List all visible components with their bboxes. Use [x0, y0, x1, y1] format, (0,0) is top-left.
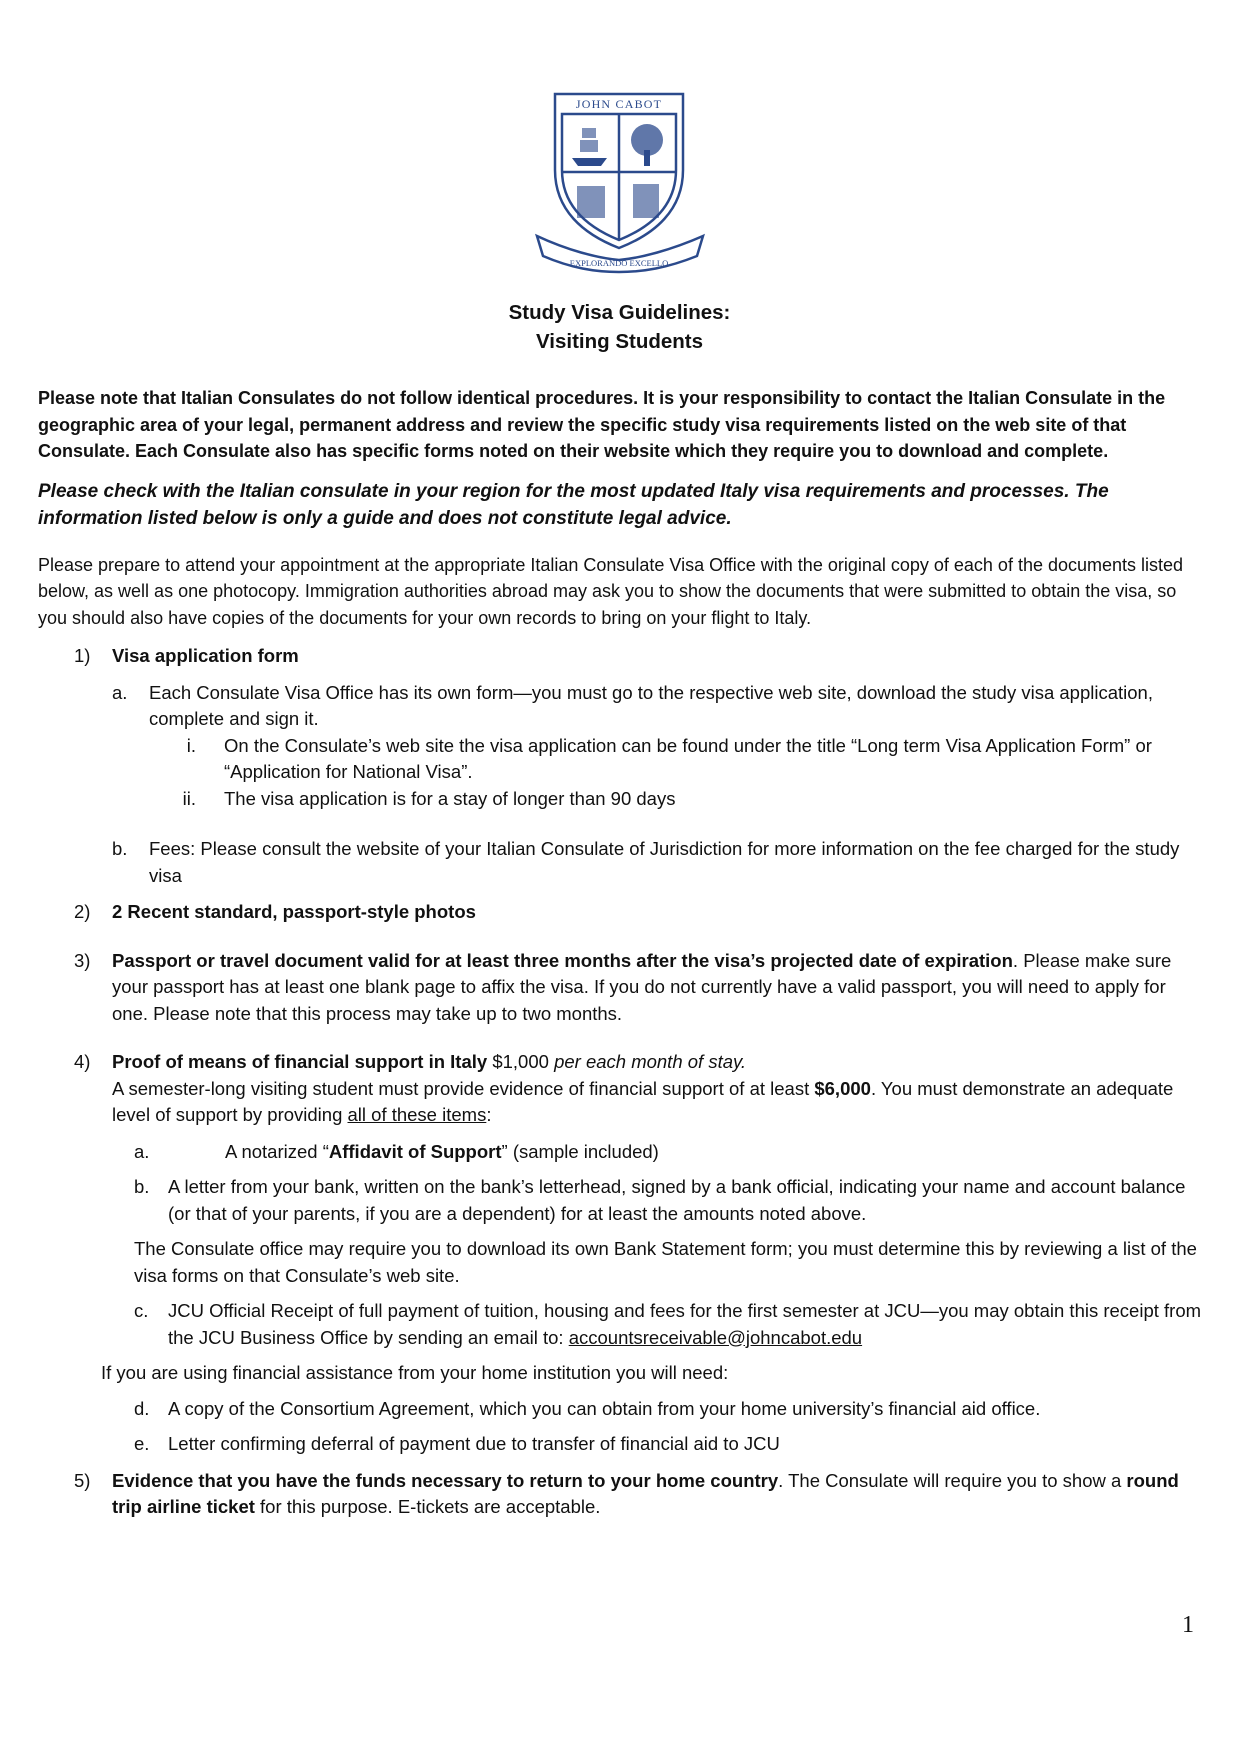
sub-item-1a-i: [38, 733, 1203, 786]
page-number: 1: [1182, 1612, 1194, 1638]
item-text-post: . You must demonstrate an adequate level of support by providing: [112, 1077, 1174, 1125]
list-item-3: [38, 948, 1203, 1028]
bank-statement-note: The Consulate office may require you to download its own Bank Statement form; you must determine this by reviewing a list of the visa forms on that Consulate’s web site.: [134, 1238, 1197, 1286]
item-number: 4): [74, 1051, 91, 1072]
roman-text: On the Consulate’s web site the visa application can be found under the title “Long term Visa Application Form” or “Application for National Visa”.: [224, 734, 1152, 782]
sub-letter: e.: [134, 1433, 150, 1454]
sub-letter: c.: [134, 1300, 149, 1321]
item-text-end: for this purpose. E-tickets are acceptable.: [254, 1496, 601, 1517]
item-bold-text: round trip airline ticket: [112, 1469, 1179, 1517]
sub-text: JCU Official Receipt of full payment of tuition, housing and fees for the first semester at JCU—you may obtain this receipt from the JCU Business Office by sending an email to:: [168, 1300, 1202, 1348]
list-item-2: [38, 899, 1203, 926]
item-title: Passport or travel document valid for at least three months after the visa’s projected date of expiration: [112, 949, 1013, 971]
notice-paragraph: Please note that Italian Consulates do not follow identical procedures. It is your responsibility to contact the Italian Consulate in the geographic area of your legal, permanent address and review the specific study visa requirements listed on the web site of that Consulate. Each Consulate also has specific forms noted on their website which they require you to download and complete.: [38, 388, 1166, 461]
sub-item-4d: [38, 1396, 1203, 1423]
page-title: [0, 298, 1239, 356]
item-title: Visa application form: [112, 645, 299, 666]
sub-letter: a.: [134, 1140, 150, 1162]
financial-assistance-note: If you are using financial assistance from your home institution you will need:: [101, 1362, 729, 1383]
logo-top-text: JOHN CABOT: [575, 97, 663, 111]
affidavit-label: Affidavit of Support: [328, 1140, 502, 1162]
item-per-month: per each month of stay.: [554, 1051, 747, 1072]
sub-text: A copy of the Consortium Agreement, which you can obtain from your home university’s financial aid office.: [168, 1397, 1041, 1419]
sub-text: Each Consulate Visa Office has its own form—you must go to the respective web site, download the study visa application, complete and sign it.: [149, 681, 1153, 729]
sub-item-4b: [38, 1174, 1203, 1227]
sub-item-4a: [38, 1139, 1203, 1166]
sub-letter: b.: [112, 838, 128, 859]
logo-motto-text: EXPLORANDO EXCELLO: [569, 258, 669, 268]
sub-letter: b.: [134, 1176, 150, 1197]
all-items-link: all of these items: [347, 1104, 487, 1125]
sub-text: A letter from your bank, written on the bank’s letterhead, signed by a bank official, indicating your name and account balance (or that of your parents, if you are a dependent) for at least the amounts noted above.: [168, 1176, 1186, 1224]
item-text: . Please make sure your passport has at least one blank page to affix the visa. If you do not currently have a valid passport, you will need to apply for one. Please note that this process may take up to two months.: [112, 949, 1172, 1024]
roman-letter: i.: [186, 734, 196, 756]
intro-paragraph: Please prepare to attend your appointment at the appropriate Italian Consulate Visa Office with the original copy of each of the documents listed below, as well as one photocopy. Immigration authorities abroad may ask you to show the documents that were submitted to obtain the visa, so you should also have copies of the documents for your own records to bring on your flight to Italy.: [38, 554, 1184, 628]
list-item-4: [38, 1049, 1203, 1129]
document-body: [38, 385, 1203, 1521]
sub-item-1a-ii: [38, 786, 1203, 813]
sub-letter: a.: [112, 681, 128, 703]
item-text: . The Consulate will require you to show a: [778, 1469, 1127, 1491]
item-text-end: :: [486, 1104, 492, 1125]
title-line-2: Visiting Students: [535, 330, 704, 353]
item-title: Evidence that you have the funds necessary to return to your home country: [112, 1469, 779, 1491]
sub-item-1a: [38, 680, 1203, 733]
item-title: Proof of means of financial support in Italy: [112, 1051, 488, 1072]
disclaimer-paragraph: Please check with the Italian consulate in your region for the most updated Italy visa requirements and processes. The information listed below is only a guide and does not constitute legal advice.: [38, 480, 1109, 529]
item-number: 3): [74, 949, 91, 971]
item-number: 2): [74, 901, 91, 922]
list-item-1: [38, 643, 1203, 670]
email-link[interactable]: accountsreceivable@johncabot.edu: [568, 1326, 863, 1348]
item-text-pre: A semester-long visiting student must provide evidence of financial support of at least: [112, 1077, 815, 1099]
item-amount: $1,000: [487, 1051, 555, 1072]
john-cabot-crest-logo: [527, 88, 713, 274]
item-title: 2 Recent standard, passport-style photos: [112, 901, 476, 922]
sub-text-post: ” (sample included): [501, 1140, 659, 1162]
item-number: 1): [74, 645, 91, 666]
title-line-1: Study Visa Guidelines:: [508, 301, 731, 324]
item-number: 5): [74, 1469, 91, 1491]
sub-text-pre: A notarized “: [225, 1140, 329, 1162]
sub-text: Letter confirming deferral of payment due to transfer of financial aid to JCU: [168, 1433, 780, 1454]
item-total-amount: $6,000: [814, 1077, 871, 1099]
roman-letter: ii.: [182, 787, 196, 809]
sub-item-4c: [38, 1298, 1203, 1351]
sub-letter: d.: [134, 1397, 150, 1419]
sub-item-1b: [38, 836, 1203, 889]
roman-text: The visa application is for a stay of longer than 90 days: [224, 787, 676, 809]
list-item-5: [38, 1468, 1203, 1521]
sub-text: Fees: Please consult the website of your Italian Consulate of Jurisdiction for more information on the fee charged for the study visa: [149, 838, 1180, 886]
sub-item-4e: [38, 1431, 1203, 1458]
